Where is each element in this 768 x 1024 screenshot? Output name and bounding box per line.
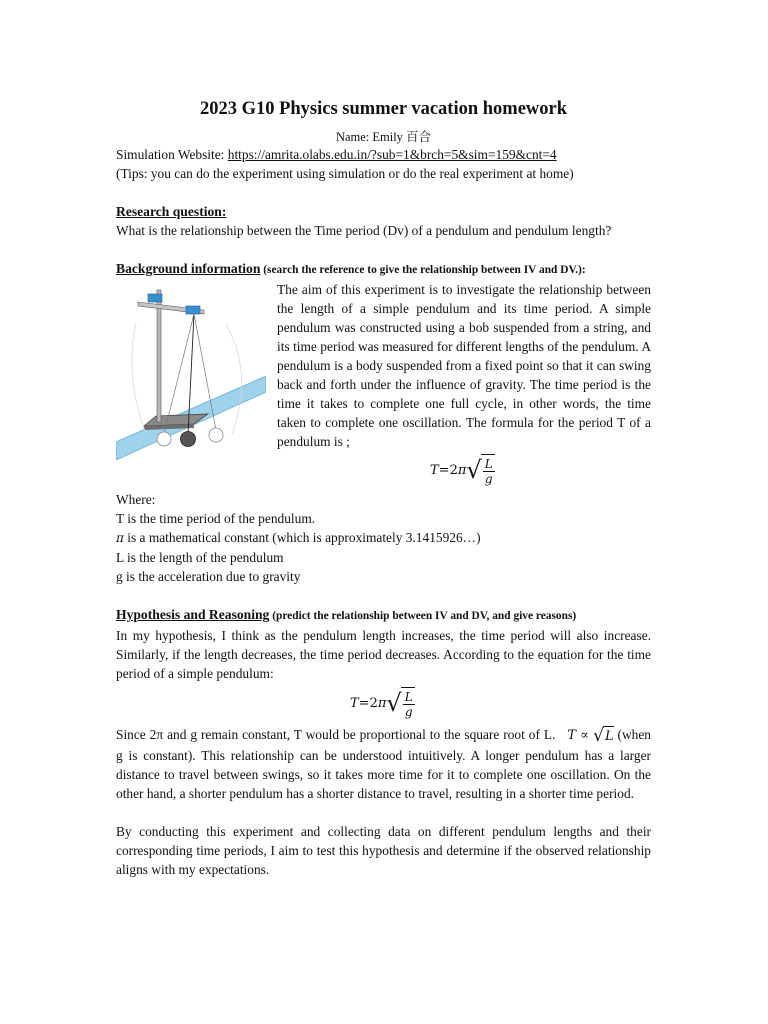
formula-pi: π xyxy=(457,462,467,478)
background-heading: Background information xyxy=(116,261,261,276)
formula2-lhs: T xyxy=(350,695,359,711)
research-text: What is the relationship between the Time period (Dv) of a pendulum and pendulum length? xyxy=(116,223,612,238)
prop-lhs: T xyxy=(567,728,576,743)
def-g: g is the acceleration due to gravity xyxy=(116,569,301,584)
sqrt-symbol-2: √ $\frac{L}{g}$ xyxy=(386,689,413,719)
website-link[interactable]: https://amrita.olabs.edu.in/?sub=1&brch=5&sim=159&cnt=4 xyxy=(227,147,557,162)
name-line: Name: Emily 百合 xyxy=(335,130,432,144)
hypothesis-heading-line xyxy=(116,605,651,626)
para2-end: (when g is constant). This relationship can be understood intuitively. A longer pendulum has a larger distance to travel between swings, so it takes more time for it to complete one oscillation. On the other hand, a shorter pendulum has a shorter distance to travel, resulting in a shorter time period. xyxy=(116,727,651,801)
website-line xyxy=(116,145,651,164)
background-paragraph: The aim of this experiment is to investigate the relationship between the length of a simple pendulum and its time period. A simple pendulum was constructed using a bob suspended from a string, and its time period was measured for different lengths of the pendulum. A pendulum is a body suspended from a fixed point so that it can swing back and forth under the influence of gravity. The time period is the time it takes to complete one full cycle, in other words, the time taken to complete one oscillation. The formula for the period T of a pendulum is ; xyxy=(277,282,651,449)
research-heading: Research question: xyxy=(116,204,227,219)
def-l: L is the length of the pendulum xyxy=(116,550,284,565)
where-label: Where: xyxy=(116,492,156,507)
prop-symbol: ∝ xyxy=(580,728,589,743)
background-section xyxy=(116,280,651,490)
def-t: T is the time period of the pendulum. xyxy=(116,511,316,526)
para2-start: Since 2π and g remain constant, T would be proportional to the square root of L. xyxy=(116,727,556,742)
hypothesis-note: (predict the relationship between IV and DV, and give reasons) xyxy=(269,610,577,622)
formula2-numerator: L xyxy=(404,690,413,704)
formula-denominator: g xyxy=(484,472,493,486)
formula2-eq: =2 xyxy=(358,695,378,711)
background-note: (search the reference to give the relationship between IV and DV.): xyxy=(260,264,586,276)
def-pi-text: is a mathematical constant (which is approximately 3.1415926…) xyxy=(127,530,481,545)
formula2-pi: π xyxy=(377,695,387,711)
hypothesis-para-3: By conducting this experiment and collecting data on different pendulum lengths and their corresponding time periods, I aim to test this hypothesis and determine if the observed relationship aligns with my expectations. xyxy=(116,823,651,877)
hypothesis-para-2 xyxy=(116,725,651,803)
background-text xyxy=(277,280,651,451)
document-body xyxy=(116,100,651,879)
hypothesis-para-1: In my hypothesis, I think as the pendulum length increases, the time period will also increase. Similarly, if the length decreases, the time period decreases. According to the equation for the time period of a simple pendulum: xyxy=(116,628,651,681)
formula-lhs: T xyxy=(430,462,439,478)
formula2-denominator: g xyxy=(404,705,413,719)
period-formula-1 xyxy=(430,454,495,486)
hypothesis-heading: Hypothesis and Reasoning xyxy=(116,607,270,622)
def-pi xyxy=(116,528,651,548)
proportional-formula: T ∝ √ L xyxy=(567,725,614,746)
doc-title: 2023 G10 Physics summer vacation homework xyxy=(199,99,568,119)
background-heading-line xyxy=(116,259,651,280)
pi-symbol: π xyxy=(116,531,124,545)
formula-numerator: L xyxy=(484,457,493,471)
sqrt-symbol: √ $\frac{L}{g}$ xyxy=(466,456,493,486)
formula-eq: =2 xyxy=(438,462,458,478)
period-formula-2 xyxy=(116,683,651,725)
pendulum-figure xyxy=(116,284,266,460)
tips-line: (Tips: you can do the experiment using simulation or do the real experiment at home) xyxy=(116,166,574,181)
website-label: Simulation Website: xyxy=(116,147,228,162)
prop-radicand: L xyxy=(603,726,614,746)
